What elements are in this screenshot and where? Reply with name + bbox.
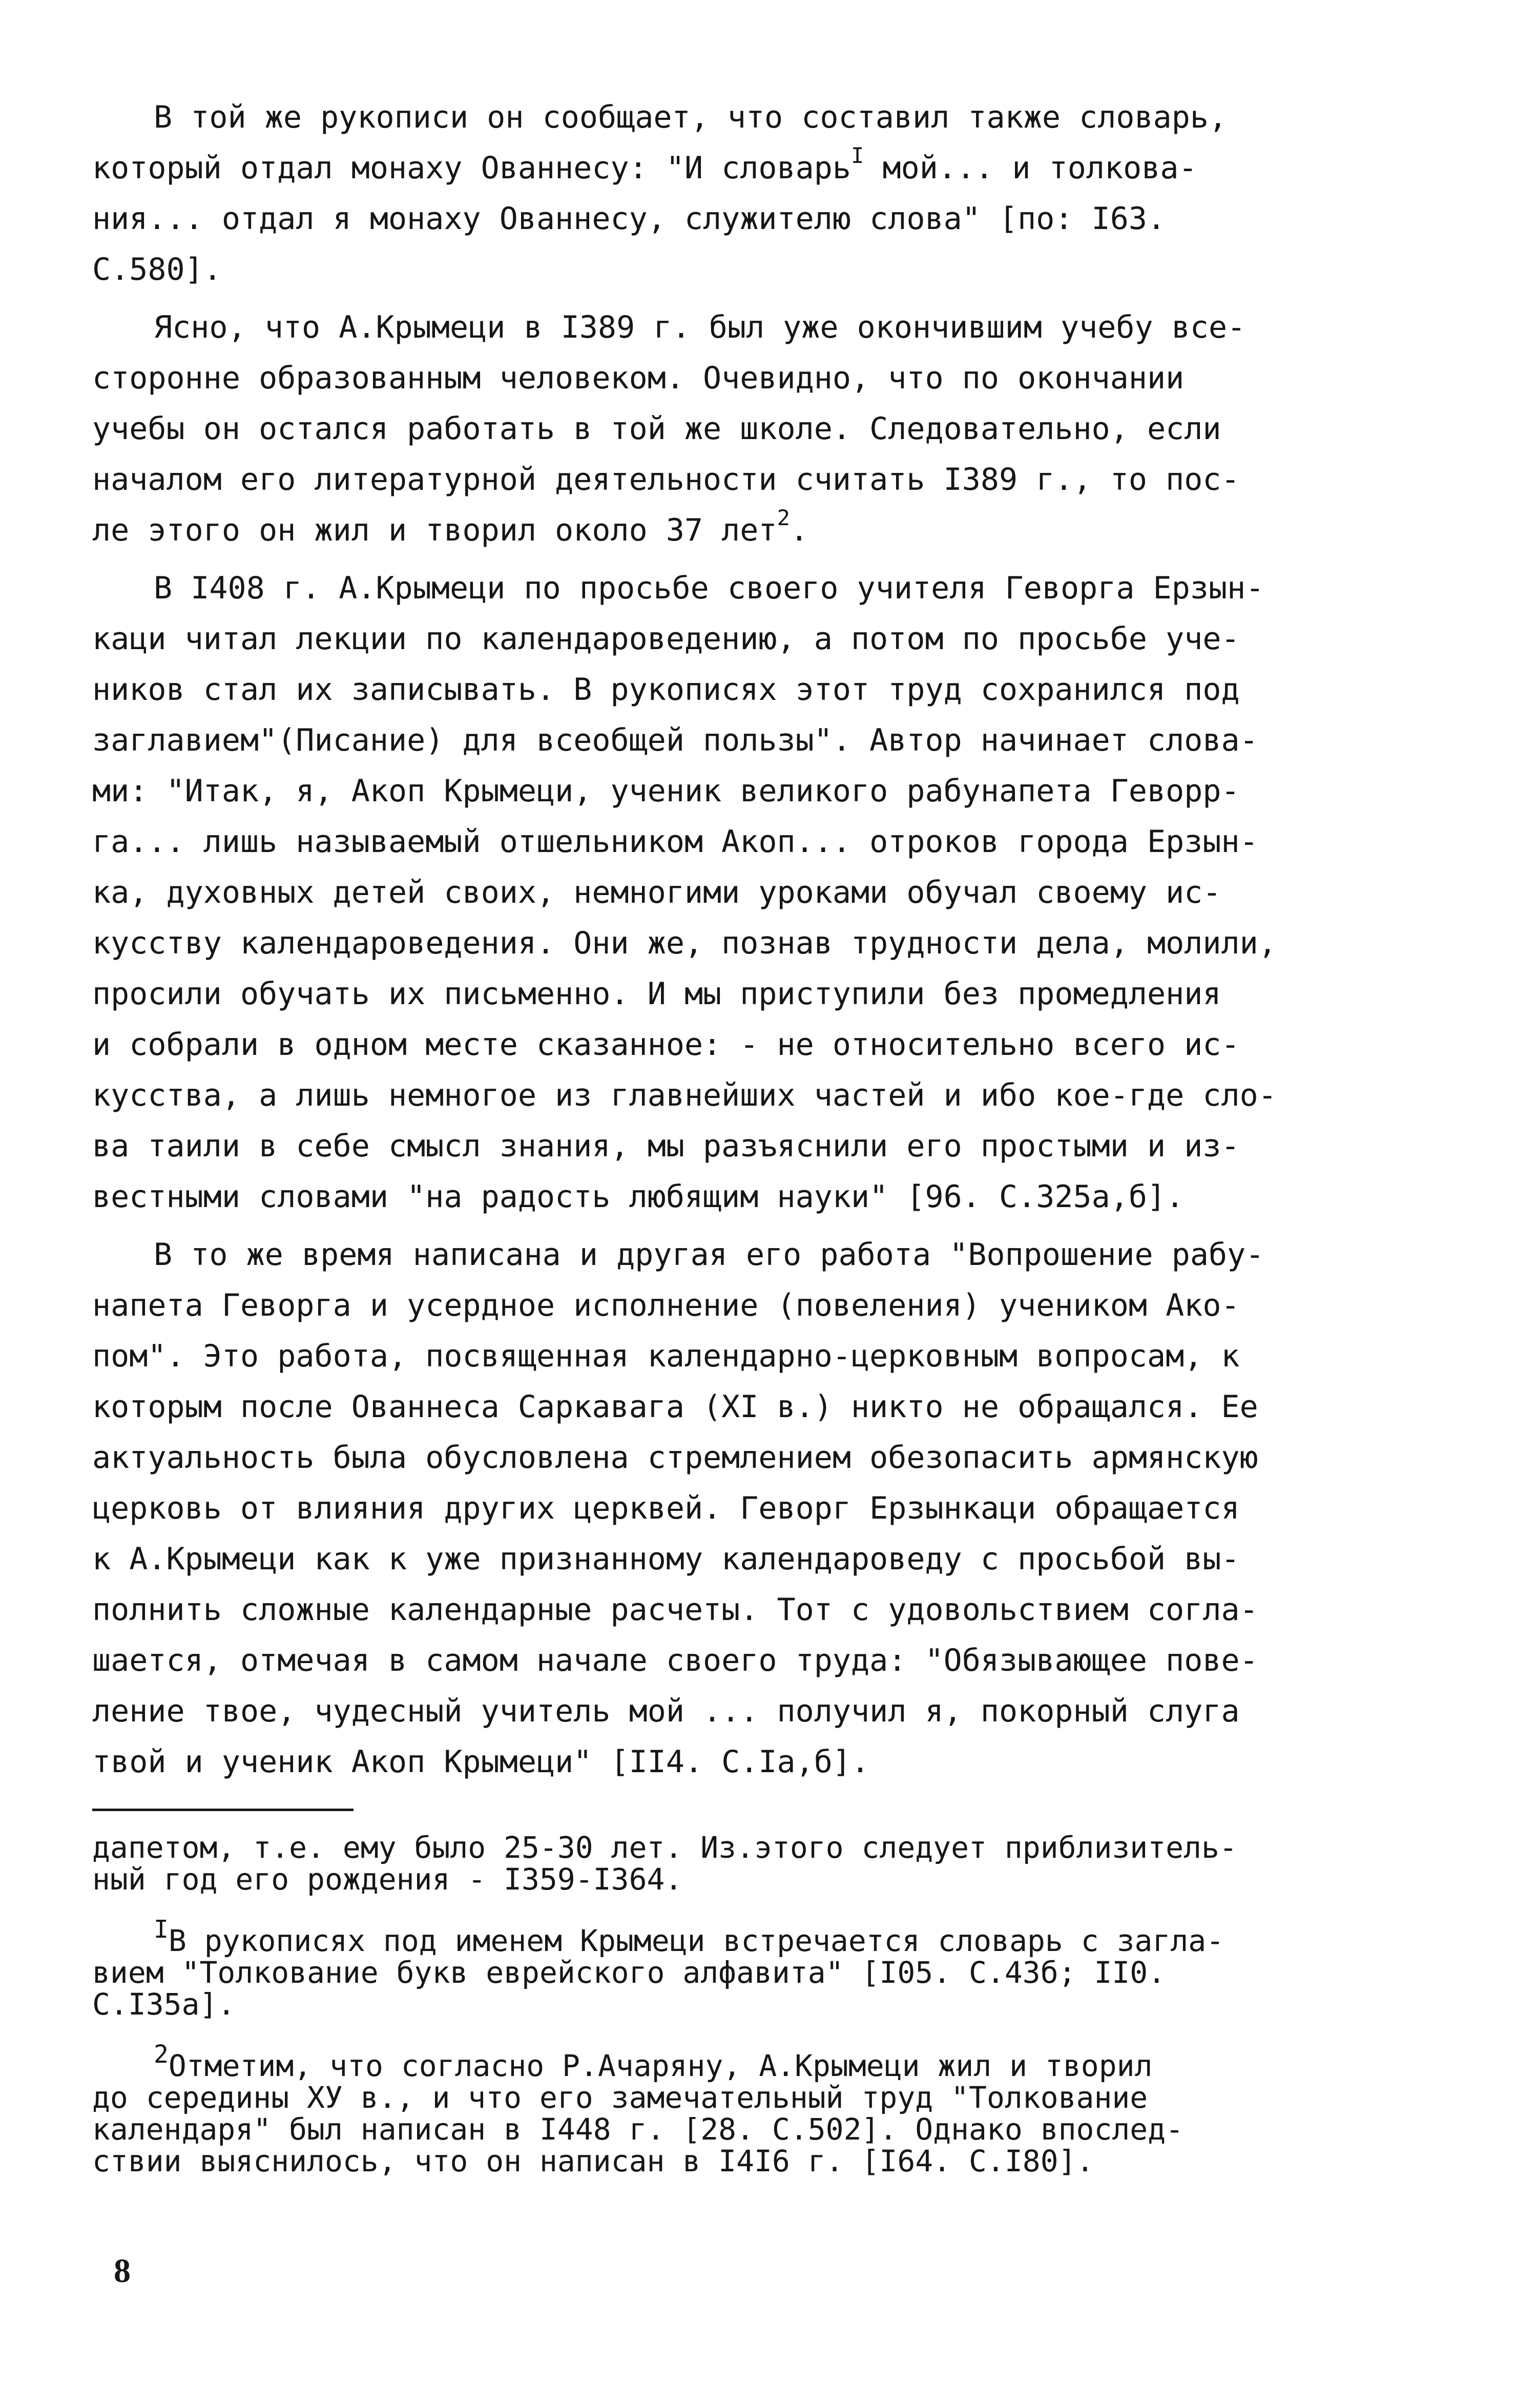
- text-line: заглавием"(Писание) для всеобщей пользы". Автор начинает слова-: [92, 722, 1258, 758]
- footnote-text: В рукописях под именем Крымеци встречается словарь с загла-: [168, 1923, 1224, 1958]
- text-line: кусства, а лишь немногое из главнейших частей и ибо кое-где сло-: [92, 1077, 1277, 1113]
- footnote-marker: 2: [154, 2040, 169, 2069]
- text-line: просили обучать их письменно. И мы приступили без промедления: [92, 976, 1221, 1012]
- text-line: шается, отмечая в самом начале своего труда: "Обязывающее пове-: [92, 1643, 1258, 1678]
- footnote-ref-2: 2: [777, 505, 790, 530]
- footnote-line: ный год его рождения - I359-I364.: [92, 1862, 683, 1897]
- text-line: В той же рукописи он сообщает, что составил также словарь,: [154, 99, 1228, 135]
- footnote-line: дапетом, т.е. ему было 25-30 лет. Из.этого следует приблизитель-: [92, 1830, 1237, 1865]
- text-line: вестными словами "на радость любящим науки" [96. С.325а,б].: [92, 1179, 1185, 1215]
- text-line: началом его литературной деятельности считать I389 г., то пос-: [92, 462, 1240, 497]
- text-line: га... лишь называемый отшельником Акоп... отроков города Ерзын-: [92, 824, 1258, 860]
- text-line: В то же время написана и другая его работа "Вопрошение рабу-: [154, 1237, 1264, 1273]
- text-line: ников стал их записывать. В рукописях этот труд сохранился под: [92, 672, 1240, 708]
- text-segment: который отдал монаху Ованнесу: "И словарь: [92, 150, 851, 186]
- text-line: напета Геворга и усердное исполнение (повеления) учеником Ако-: [92, 1288, 1240, 1323]
- text-line: кусству календароведения. Они же, познав трудности дела, молили,: [92, 925, 1277, 961]
- text-line: С.580].: [92, 252, 222, 287]
- text-line: учебы он остался работать в той же школе. Следовательно, если: [92, 411, 1221, 447]
- text-line: [92, 505, 1445, 556]
- text-line: к А.Крымеци как к уже признанному календароведу с просьбой вы-: [92, 1541, 1240, 1577]
- text-line: каци читал лекции по календароведению, а потом по просьбе уче-: [92, 621, 1240, 657]
- page-number: 8: [114, 2252, 131, 2290]
- paragraph-3: [92, 563, 1445, 1222]
- footnote-1: [92, 1832, 1445, 1895]
- text-line: ми: "Итак, я, Акоп Крымеци, ученик великого рабунапета Геворр-: [92, 773, 1240, 809]
- text-line: твой и ученик Акоп Крымеци" [II4. С.Iа,б].: [92, 1744, 870, 1780]
- footnote-line: С.I35а].: [92, 1987, 236, 2022]
- text-line: ление твое, чудесный учитель мой ... получил я, покорный слуга: [92, 1693, 1240, 1729]
- text-line: и собрали в одном месте сказанное: - не относительно всего ис-: [92, 1027, 1240, 1063]
- footnotes: [92, 1832, 1445, 2207]
- footnote-line: ствии выяснилось, что он написан в I4I6 г. [I64. С.I80].: [92, 2144, 1094, 2178]
- text-line: ка, духовных детей своих, немногими уроками обучал своему ис-: [92, 875, 1221, 910]
- text-line: сторонне образованным человеком. Очевидно, что по окончании: [92, 360, 1185, 396]
- footnote-3: [92, 2040, 1445, 2178]
- main-text: [92, 92, 1445, 1788]
- text-line: которым после Ованнеса Саркавага (XI в.) никто не обращался. Ее: [92, 1389, 1258, 1425]
- footnote-line: [92, 1915, 1445, 1958]
- footnote-separator: [92, 1809, 354, 1811]
- text-segment: мой... и толкова-: [864, 150, 1197, 186]
- paragraph-2: [92, 302, 1445, 556]
- text-line: [92, 143, 1445, 194]
- paragraph-4: [92, 1230, 1445, 1788]
- footnote-line: календаря" был написан в I448 г. [28. С.502]. Однако впослед-: [92, 2112, 1184, 2147]
- text-line: полнить сложные календарные расчеты. Тот с удовольствием согла-: [92, 1592, 1258, 1628]
- footnote-line: до середины ХУ в., и что его замечательный труд "Толкование: [92, 2080, 1148, 2115]
- text-line: ва таили в себе смысл знания, мы разъяснили его простыми и из-: [92, 1128, 1240, 1164]
- footnote-marker: I: [154, 1915, 169, 1944]
- text-line: церковь от влияния других церквей. Геворг Ерзынкаци обращается: [92, 1490, 1240, 1526]
- footnote-line: [92, 2040, 1445, 2083]
- text-line: ния... отдал я монаху Ованнесу, служителю слова" [по: I63.: [92, 201, 1166, 237]
- text-line: В I408 г. А.Крымеци по просьбе своего учителя Геворга Ерзын-: [154, 570, 1264, 606]
- footnote-text: Отметим, что согласно Р.Ачаряну, А.Крымеци жил и творил: [168, 2048, 1153, 2083]
- text-line: Ясно, что А.Крымеци в I389 г. был уже окончившим учебу все-: [154, 309, 1246, 345]
- text-line: актуальность была обусловлена стремлением обезопасить армянскую: [92, 1440, 1258, 1476]
- footnote-2: [92, 1915, 1445, 2022]
- footnote-ref-1: I: [851, 143, 864, 168]
- text-line: пом". Это работа, посвященная календарно-церковным вопросам, к: [92, 1338, 1240, 1374]
- footnote-line: вием "Толкование букв еврейского алфавита" [I05. С.43б; II0.: [92, 1955, 1166, 1990]
- text-segment: ле этого он жил и творил около 37 лет: [92, 512, 777, 548]
- text-segment: .: [790, 512, 808, 548]
- paragraph-1: [92, 92, 1445, 295]
